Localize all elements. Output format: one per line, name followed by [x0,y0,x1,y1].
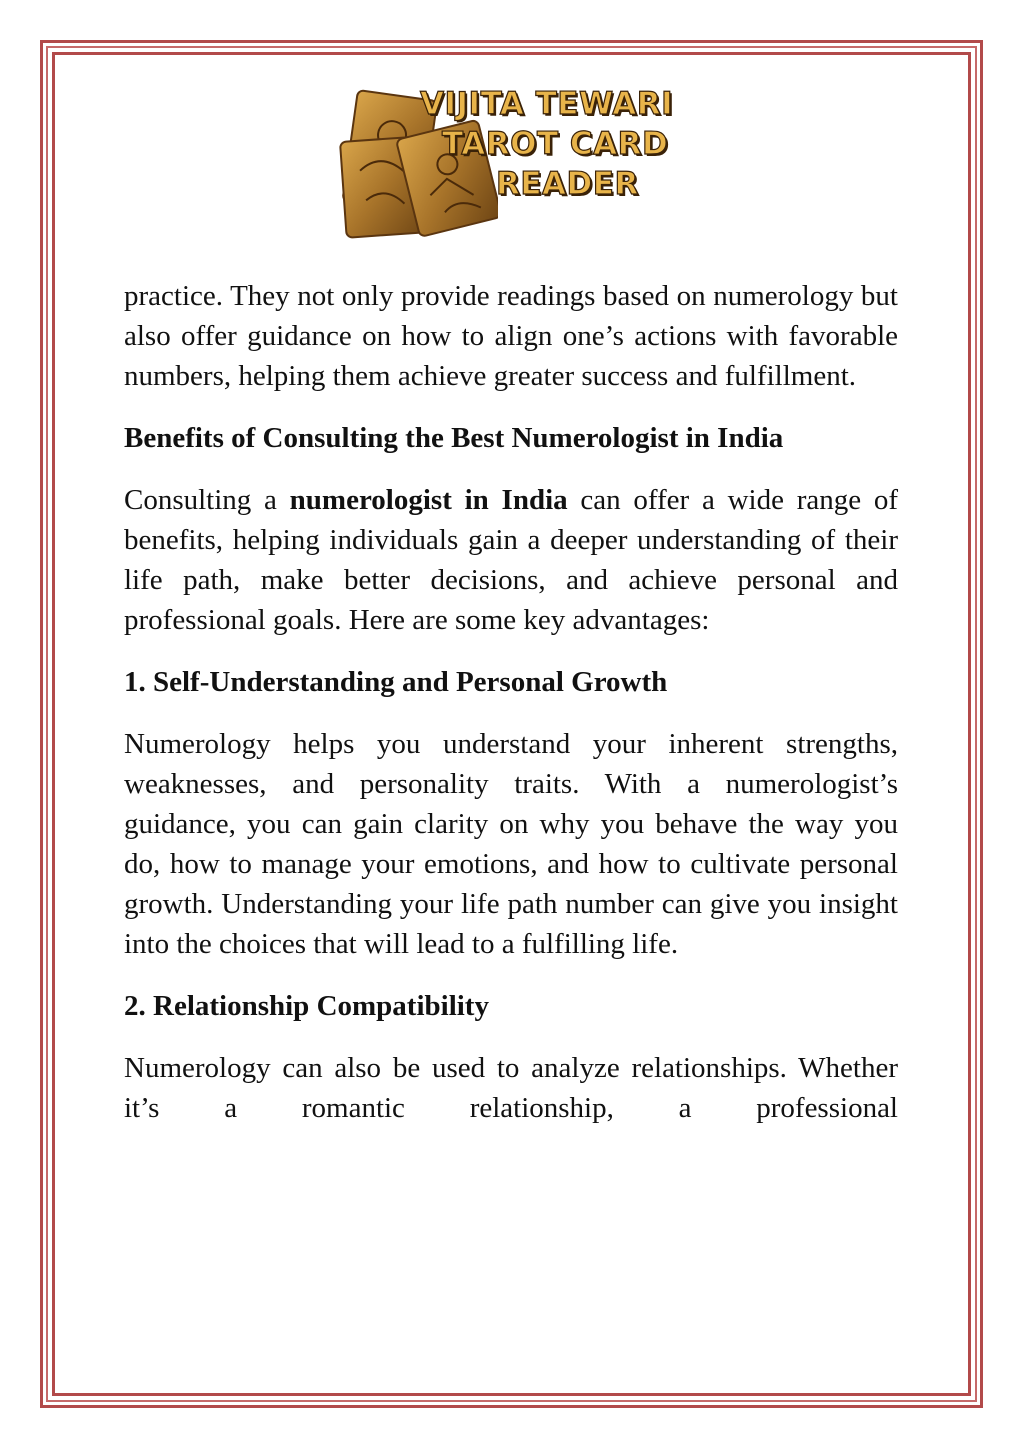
benefits-heading: Benefits of Consulting the Best Numerologist in India [124,422,784,454]
logo [338,82,688,252]
benefits-paragraph [124,480,898,640]
section2-heading: 2. Relationship Compatibility [124,990,489,1022]
section2-paragraph: Numerology can also be used to analyze relationships. Whether it’s a romantic relationship, a professional [124,1052,898,1124]
benefits-paragraph-start: Consulting a [124,484,290,516]
benefits-paragraph-end: can offer a wide range of benefits, helping individuals gain a deeper understanding of their life path, make better decisions, and achieve personal and professional goals. Here are some key advantages: [124,484,899,636]
logo-line-2: TAROT CARD [442,126,669,162]
logo-text [420,84,690,204]
benefits-paragraph-bold: numerologist in India [289,484,568,516]
logo-line-3: READER [496,166,639,202]
logo-line-1: VIJITA TEWARI [420,86,674,122]
article-body [124,276,898,1150]
section1-heading: 1. Self-Understanding and Personal Growth [124,666,668,698]
intro-paragraph: practice. They not only provide readings based on numerology but also offer guidance on how to align one’s actions with favorable numbers, helping them achieve greater success and fulfillment. [124,280,898,392]
section1-paragraph: Numerology helps you understand your inherent strengths, weaknesses, and personality traits. With a numerologist’s guidance, you can gain clarity on why you behave the way you do, how to manage your emotions, and how to cultivate personal growth. Understanding your life path number can give you insight into the choices that will lead to a fulfilling life. [124,728,898,960]
